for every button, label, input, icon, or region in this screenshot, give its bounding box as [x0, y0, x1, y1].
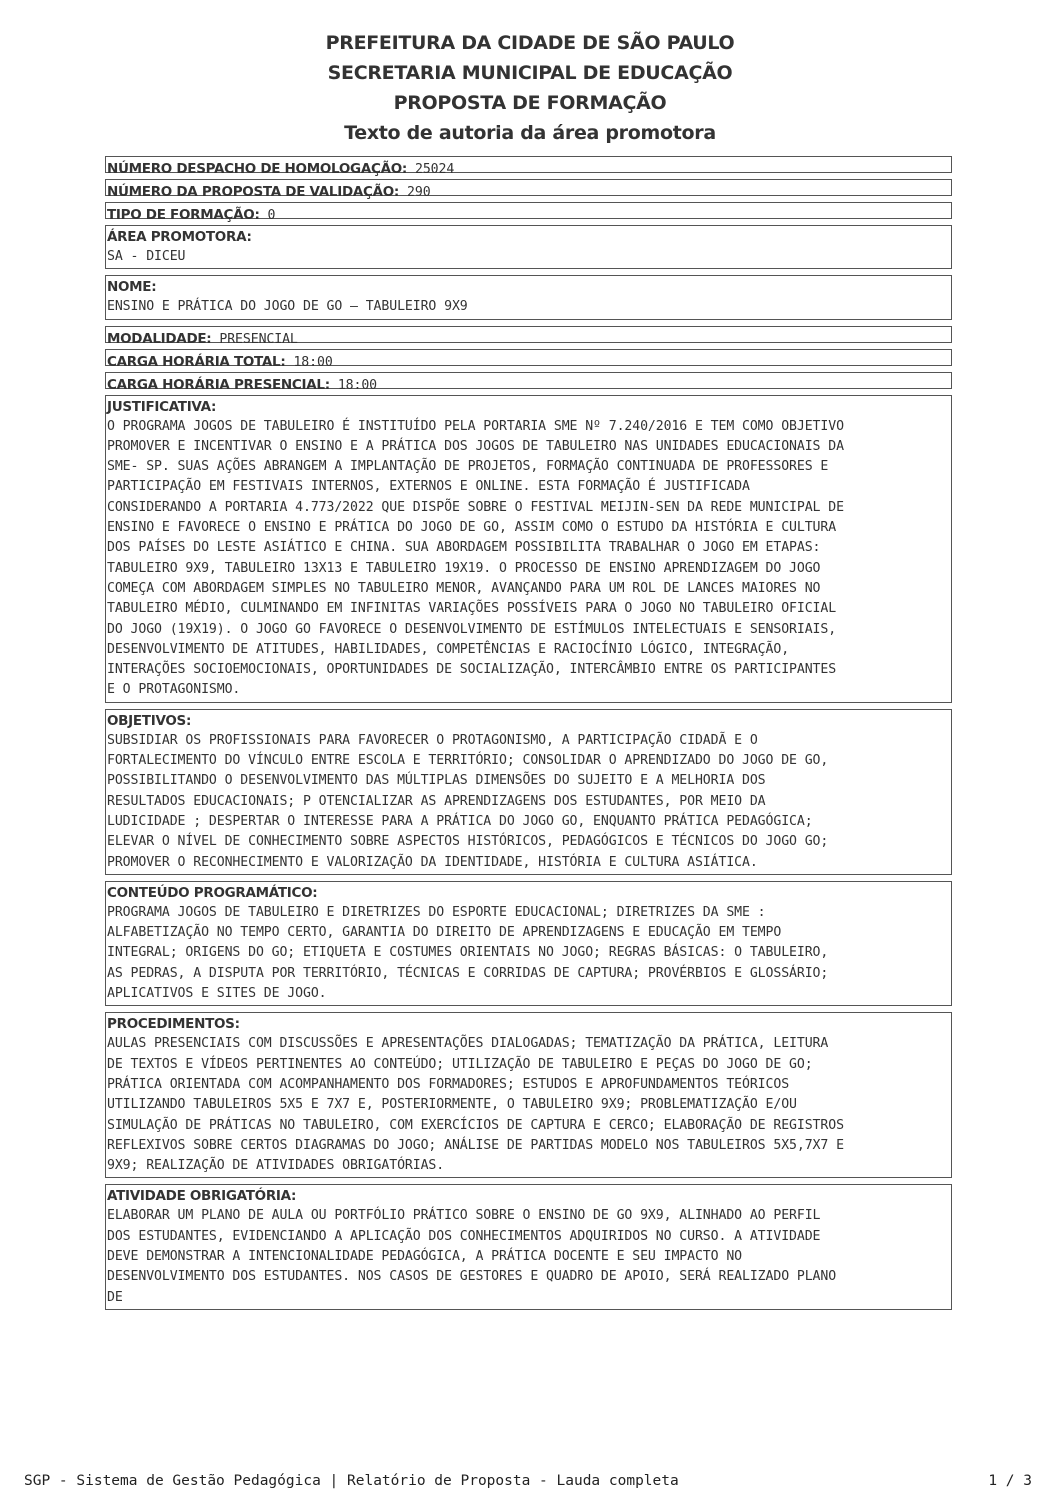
field-modalidade — [105, 326, 952, 347]
footer-system-title: SGP - Sistema de Gestão Pedagógica | Relatório de Proposta - Lauda completa — [24, 1473, 679, 1489]
field-label: CARGA HORÁRIA PRESENCIAL: — [107, 376, 330, 393]
page-number: 1 / 3 — [988, 1473, 1032, 1489]
field-objetivos — [105, 709, 952, 875]
field-value: AULAS PRESENCIAIS COM DISCUSSÕES E APRESENTAÇÕES DIALOGADAS; TEMATIZAÇÃO DA PRÁTICA, LEITURA DE TEXTOS E VÍDEOS PERTINENTES AO CONTEÚDO; UTILIZAÇÃO DE TABULEIRO E PEÇAS DO JOGO DE GO; PRÁTICA ORIENTADA COM ACOMPANHAMENTO DOS FORMADORES; ESTUDOS E APROFUNDAMENTOS TEÓRICOS UTILIZANDO TABULEIROS 5X5 E 7X7 E, POSTERIORMENTE, O TABULEIRO 9X9; PROBLEMATIZAÇÃO E/OU SIMULAÇÃO DE PRÁTICAS NO TABULEIRO, COM EXERCÍCIOS DE CAPTURA E CERCO; ELABORAÇÃO DE REGISTROS REFLEXIVOS SOBRE CERTOS DIAGRAMAS DO JOGO; ANÁLISE DE PARTIDAS MODELO NOS TABULEIROS 5X5,7X7 E 9X9; REALIZAÇÃO DE ATIVIDADES OBRIGATÓRIAS. — [107, 1036, 844, 1174]
header-line-proposta: PROPOSTA DE FORMAÇÃO — [393, 92, 667, 114]
field-value: 18:00 — [337, 377, 378, 393]
field-value: SUBSIDIAR OS PROFISSIONAIS PARA FAVORECER O PROTAGONISMO, A PARTICIPAÇÃO CIDADÃ E O FORTALECIMENTO DO VÍNCULO ENTRE ESCOLA E TERRITÓRIO; CONSOLIDAR O APRENDIZADO DO JOGO DE GO, POSSIBILITANDO O DESENVOLVIMENTO DAS MÚLTIPLAS DIMENSÕES DO SUJEITO E A MELHORIA DOS RESULTADOS EDUCACIONAIS; P OTENCIALIZAR AS APRENDIZAGENS DOS ESTUDANTES, POR MEIO DA LUDICIDADE ; DESPERTAR O INTERESSE PARA A PRÁTICA DO JOGO GO, ENQUANTO PRÁTICA PEDAGÓGICA; ELEVAR O NÍVEL DE CONHECIMENTO SOBRE ASPECTOS HISTÓRICOS, PEDAGÓGICOS E TÉCNICOS DO JOGO GO; PROMOVER O RECONHECIMENTO E VALORIZAÇÃO DA IDENTIDADE, HISTÓRIA E CULTURA ASIÁTICA. — [107, 732, 829, 870]
field-value: 0 — [267, 208, 276, 223]
field-label: PROCEDIMENTOS: — [107, 1016, 240, 1033]
field-value: 18:00 — [293, 354, 333, 370]
field-despacho — [105, 156, 952, 177]
field-label: OBJETIVOS: — [107, 712, 192, 729]
field-atividade-obrigatoria — [105, 1184, 952, 1309]
document-header — [0, 28, 1060, 148]
field-value: ENSINO E PRÁTICA DO JOGO DE GO – TABULEIRO 9X9 — [107, 299, 468, 315]
field-justificativa — [105, 395, 952, 703]
header-line-secretaria: SECRETARIA MUNICIPAL DE EDUCAÇÃO — [327, 62, 733, 84]
field-label: NÚMERO DESPACHO DE HOMOLOGAÇÃO: — [107, 161, 407, 177]
field-label: NÚMERO DA PROPOSTA DE VALIDAÇÃO: — [107, 184, 400, 200]
field-tipo — [105, 202, 952, 223]
field-label: ATIVIDADE OBRIGATÓRIA: — [107, 1188, 297, 1205]
field-validacao — [105, 179, 952, 200]
field-carga-presencial — [105, 372, 952, 393]
field-nome — [105, 275, 952, 319]
field-value: ELABORAR UM PLANO DE AULA OU PORTFÓLIO PRÁTICO SOBRE O ENSINO DE GO 9X9, ALINHADO AO PERFIL DOS ESTUDANTES, EVIDENCIANDO A APLICAÇÃO DOS CONHECIMENTOS ADQUIRIDOS NO CURSO. A ATIVIDADE DEVE DEMONSTRAR A INTENCIONALIDADE PEDAGÓGICA, A PRÁTICA DOCENTE E SEU IMPACTO NO DESENVOLVIMENTO DOS ESTUDANTES. NOS CASOS DE GESTORES E QUADRO DE APOIO, SERÁ REALIZADO PLANO DE — [107, 1208, 837, 1305]
field-label: TIPO DE FORMAÇÃO: — [107, 207, 260, 223]
field-label: NOME: — [107, 279, 157, 296]
field-value: PRESENCIAL — [219, 331, 298, 347]
field-procedimentos — [105, 1012, 952, 1178]
header-line-prefeitura: PREFEITURA DA CIDADE DE SÃO PAULO — [325, 32, 735, 54]
field-value: PROGRAMA JOGOS DE TABULEIRO E DIRETRIZES DO ESPORTE EDUCACIONAL; DIRETRIZES DA SME : ALFABETIZAÇÃO NO TEMPO CERTO, GARANTIA DO DIREITO DE APRENDIZAGENS E EDUCAÇÃO EM TEMPO INTEGRAL; ORIGENS DO GO; ETIQUETA E COSTUMES ORIENTAIS NO JOGO; REGRAS BÁSICAS: O TABULEIRO, AS PEDRAS, A DISPUTA POR TERRITÓRIO, TÉCNICAS E CORRIDAS DE CAPTURA; PROVÉRBIOS E GLOSSÁRIO; APLICATIVOS E SITES DE JOGO. — [107, 904, 829, 1002]
field-carga-total — [105, 349, 952, 370]
proposal-form — [105, 156, 952, 1316]
field-label: ÁREA PROMOTORA: — [107, 229, 252, 245]
field-conteudo-programatico — [105, 881, 952, 1006]
field-value: SA - DICEU — [107, 249, 186, 264]
page-footer — [24, 1473, 1032, 1493]
field-label: CONTEÚDO PROGRAMÁTICO: — [107, 884, 318, 901]
field-label: JUSTIFICATIVA: — [107, 398, 217, 415]
field-label: CARGA HORÁRIA TOTAL: — [107, 353, 286, 370]
field-value: O PROGRAMA JOGOS DE TABULEIRO É INSTITUÍDO PELA PORTARIA SME Nº 7.240/2016 E TEM COMO OBJETIVO PROMOVER E INCENTIVAR O ENSINO E A PRÁTICA DOS JOGOS DE TABULEIRO NAS UNIDADES EDUCACIONAIS DA SME- SP. SUAS AÇÕES ABRANGEM A IMPLANTAÇÃO DE PROJETOS, FORMAÇÃO CONTINUADA DE PROFESSORES E PARTICIPAÇÃO EM FESTIVAIS INTERNOS, EXTERNOS E ONLINE. ESTA FORMAÇÃO É JUSTIFICADA CONSIDERANDO A PORTARIA 4.773/2022 QUE DISPÕE SOBRE O FESTIVAL MEIJIN-SEN DA REDE MUNICIPAL DE ENSINO E FAVORECE O ENSINO E PRÁTICA DO JOGO DE GO, ASSIM COMO O ESTUDO DA HISTÓRIA E CULTURA DOS PAÍSES DO LESTE ASIÁTICO E CHINA. SUA ABORDAGEM POSSIBILITA TRABALHAR O JOGO EM ETAPAS: TABULEIRO 9X9, TABULEIRO 13X13 E TABULEIRO 19X19. O PROCESSO DE ENSINO APRENDIZAGEM DO JOGO COMEÇA COM ABORDAGEM SIMPLES NO TABULEIRO MENOR, AVANÇANDO PARA UM ROL DE LANCES MAIORES NO TABULEIRO MÉDIO, CULMINANDO EM INFINITAS VARIAÇÕES POSSÍVEIS PARA O JOGO NO TABULEIRO OFICIAL DO JOGO (19X19). O JOGO GO FAVORECE O DESENVOLVIMENTO DE ESTÍMULOS INTELECTUAIS E SENSORIAIS, DESENVOLVIMENTO DE ATITUDES, HABILIDADES, COMPETÊNCIAS E RACIOCÍNIO LÓGICO, INTEGRAÇÃO, INTERAÇÕES SOCIOEMOCIONAIS, OPORTUNIDADES DE SOCIALIZAÇÃO, INTERCÂMBIO ENTRE OS PARTICIPANTES E O PROTAGONISMO. — [107, 418, 844, 698]
header-line-autoria: Texto de autoria da área promotora — [344, 122, 716, 144]
field-value: 25024 — [415, 162, 455, 177]
field-value: 290 — [407, 185, 431, 200]
field-area-promotora — [105, 225, 952, 269]
field-label: MODALIDADE: — [107, 330, 212, 347]
